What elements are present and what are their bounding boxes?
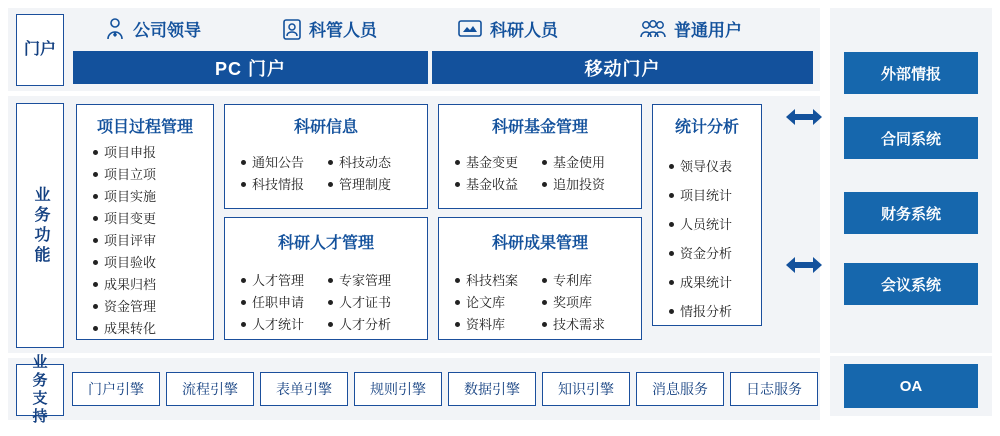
- card-title-research-info: 科研信息: [293, 119, 358, 136]
- list-item: 人才管理: [239, 273, 326, 288]
- card-statistics[interactable]: [652, 104, 762, 326]
- card-research-info[interactable]: [224, 104, 428, 209]
- mobile-portal-label: 移动门户: [584, 58, 661, 79]
- bullet-list: [540, 155, 627, 199]
- external-system-3[interactable]: [844, 263, 978, 305]
- engine-label-6: 消息服务: [652, 381, 708, 397]
- engine-4[interactable]: [448, 372, 536, 406]
- persona-item-3: [640, 16, 742, 41]
- pc-portal-label: PC 门户: [214, 58, 286, 79]
- engine-2[interactable]: [260, 372, 348, 406]
- user-tie-icon: [105, 18, 125, 40]
- oa-label: OA: [899, 377, 923, 395]
- list-item: 成果归档: [91, 277, 199, 292]
- engine-label-3: 规则引擎: [370, 381, 426, 397]
- bullet-list: [91, 145, 199, 343]
- function-label-text: 业务功能: [32, 185, 49, 266]
- list-item: 基金变更: [453, 155, 540, 170]
- engine-0[interactable]: [72, 372, 160, 406]
- bullet-list: [239, 273, 326, 339]
- engine-3[interactable]: [354, 372, 442, 406]
- list-item: 情报分析: [667, 304, 747, 319]
- list-item: 任职申请: [239, 295, 326, 310]
- list-item: 论文库: [453, 295, 540, 310]
- list-item: 人员统计: [667, 217, 747, 232]
- card-title-project-process: 项目过程管理: [96, 119, 193, 136]
- engine-label-5: 知识引擎: [558, 381, 614, 397]
- engine-5[interactable]: [542, 372, 630, 406]
- card-project-process[interactable]: [76, 104, 214, 340]
- persona-item-2: [458, 16, 558, 41]
- engine-label-1: 流程引擎: [182, 381, 238, 397]
- list-item: 项目统计: [667, 188, 747, 203]
- list-item: 资料库: [453, 317, 540, 332]
- portal-side-label: [16, 14, 64, 86]
- persona-label-3: 普通用户: [674, 21, 742, 40]
- card-title-achievement-management: 科研成果管理: [491, 235, 588, 252]
- list-item: 人才分析: [326, 317, 413, 332]
- persona-label-0: 公司领导: [133, 21, 201, 40]
- persona-label-2: 科研人员: [490, 21, 558, 40]
- list-item: 领导仪表: [667, 159, 747, 174]
- engine-label-4: 数据引擎: [464, 381, 520, 397]
- card-body-statistics: [653, 151, 761, 326]
- card-title-talent-management: 科研人才管理: [277, 235, 374, 252]
- list-item: 科技情报: [239, 177, 326, 192]
- list-item: 管理制度: [326, 177, 413, 192]
- list-item: 项目变更: [91, 211, 199, 226]
- card-body-project-process: [77, 137, 213, 343]
- card-body-achievement-management: [439, 265, 641, 339]
- list-item: 专家管理: [326, 273, 413, 288]
- portal-label-text: 门户: [23, 41, 56, 58]
- external-system-label-3: 会议系统: [880, 276, 941, 294]
- external-system-2[interactable]: [844, 192, 978, 234]
- bullet-list: [453, 155, 540, 199]
- engine-label-7: 日志服务: [746, 381, 802, 397]
- engine-label-0: 门户引擎: [88, 381, 144, 397]
- double-arrow-icon-bottom: [784, 252, 824, 278]
- list-item: 资金管理: [91, 299, 199, 314]
- list-item: 基金使用: [540, 155, 627, 170]
- list-item: 科技动态: [326, 155, 413, 170]
- list-item: 项目立项: [91, 167, 199, 182]
- monitor-icon: [458, 19, 482, 39]
- list-item: 项目申报: [91, 145, 199, 160]
- bullet-list: [326, 155, 413, 199]
- list-item: 人才证书: [326, 295, 413, 310]
- external-system-label-1: 合同系统: [880, 130, 941, 148]
- card-body-talent-management: [225, 265, 427, 339]
- external-system-1[interactable]: [844, 117, 978, 159]
- engine-6[interactable]: [636, 372, 724, 406]
- external-system-label-2: 财务系统: [880, 205, 941, 223]
- bullet-list: [540, 273, 627, 339]
- list-item: 项目实施: [91, 189, 199, 204]
- card-title-fund-management: 科研基金管理: [491, 119, 588, 136]
- card-title-statistics: 统计分析: [674, 119, 739, 136]
- engine-1[interactable]: [166, 372, 254, 406]
- oa-system[interactable]: [844, 364, 978, 408]
- list-item: 追加投资: [540, 177, 627, 192]
- list-item: 奖项库: [540, 295, 627, 310]
- persona-item-0: [105, 16, 201, 41]
- card-body-research-info: [225, 147, 427, 199]
- list-item: 成果统计: [667, 275, 747, 290]
- list-item: 项目验收: [91, 255, 199, 270]
- mobile-portal-bar[interactable]: [432, 51, 813, 84]
- engine-7[interactable]: [730, 372, 818, 406]
- list-item: 资金分析: [667, 246, 747, 261]
- support-label-text: 业务支持: [32, 354, 48, 425]
- users-icon: [640, 19, 666, 39]
- card-fund-management[interactable]: [438, 104, 642, 209]
- card-body-fund-management: [439, 147, 641, 199]
- bullet-list: [453, 273, 540, 339]
- pc-portal-bar[interactable]: [73, 51, 428, 84]
- id-badge-icon: [283, 18, 301, 40]
- persona-item-1: [283, 16, 377, 41]
- list-item: 项目评审: [91, 233, 199, 248]
- card-achievement-management[interactable]: [438, 217, 642, 340]
- list-item: 人才统计: [239, 317, 326, 332]
- function-side-label: [16, 103, 64, 348]
- bullet-list: [326, 273, 413, 339]
- bullet-list: [667, 159, 747, 326]
- list-item: 基金收益: [453, 177, 540, 192]
- list-item: 成果转化: [91, 321, 199, 336]
- engine-label-2: 表单引擎: [276, 381, 332, 397]
- support-side-label: [16, 354, 64, 425]
- list-item: 技术需求: [540, 317, 627, 332]
- external-system-0[interactable]: [844, 52, 978, 94]
- list-item: 专利库: [540, 273, 627, 288]
- external-system-label-0: 外部情报: [880, 65, 941, 83]
- list-item: 通知公告: [239, 155, 326, 170]
- double-arrow-icon-top: [784, 104, 824, 130]
- bullet-list: [239, 155, 326, 199]
- persona-label-1: 科管人员: [309, 21, 377, 40]
- card-talent-management[interactable]: [224, 217, 428, 340]
- list-item: 科技档案: [453, 273, 540, 288]
